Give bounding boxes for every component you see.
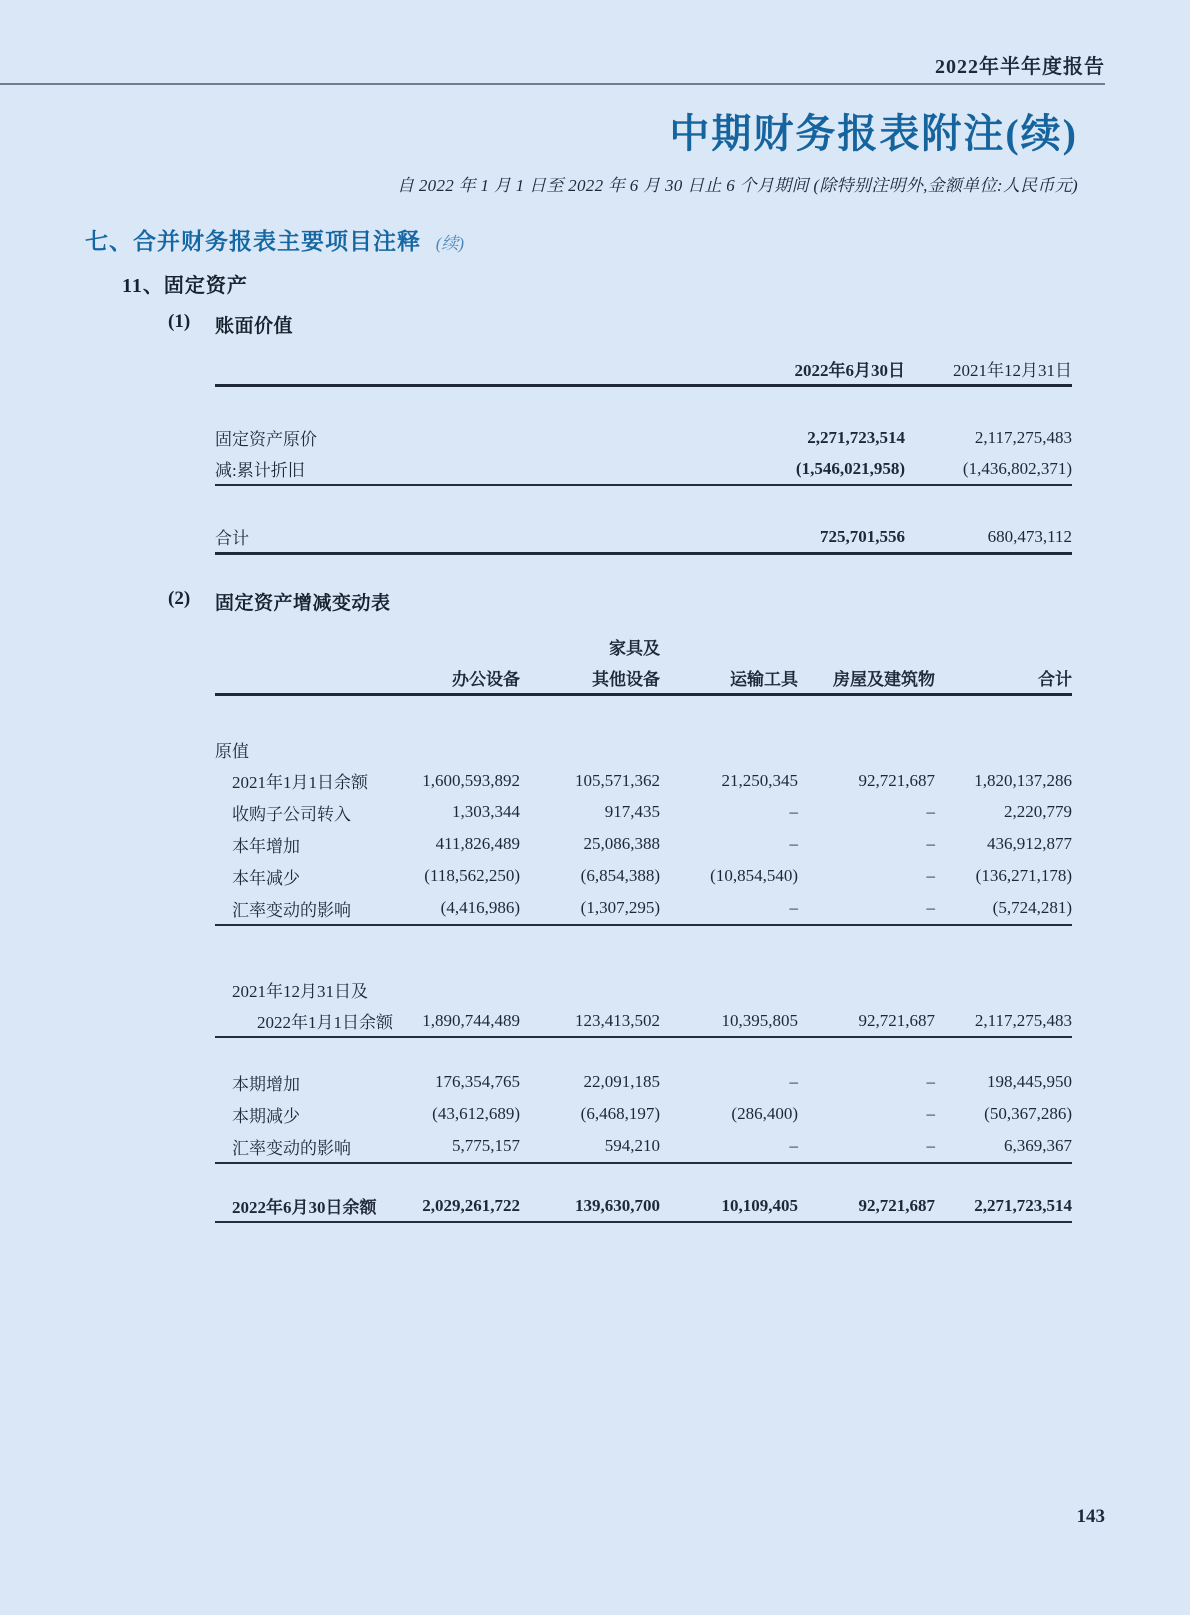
amount-cell: 92,721,687	[858, 1195, 935, 1215]
row-label: 汇率变动的影响	[232, 900, 351, 920]
amount-cell: 139,630,700	[575, 1195, 660, 1215]
table-row	[215, 1098, 1072, 1130]
section-heading	[85, 223, 464, 256]
table-row	[215, 796, 1072, 828]
column-header: 其他设备	[592, 670, 660, 689]
amount-cell: (50,367,286)	[984, 1104, 1072, 1123]
amount-cell: –	[926, 1072, 935, 1091]
movement-table	[215, 630, 1072, 1223]
spacer	[215, 696, 1072, 734]
amount-cell: (1,436,802,371)	[962, 458, 1072, 478]
amount-cell: 436,912,877	[987, 834, 1072, 853]
amount-cell: –	[789, 802, 798, 821]
row-label: 本期增加	[232, 1074, 300, 1094]
amount-cell: (286,400)	[731, 1104, 798, 1123]
column-header: 房屋及建筑物	[833, 670, 935, 689]
amount-cell: 21,250,345	[721, 770, 798, 790]
amount-cell: 10,109,405	[721, 1195, 798, 1215]
amount-cell: 594,210	[604, 1136, 660, 1155]
amount-cell: –	[789, 1136, 798, 1155]
subsection-1-title: 账面价值	[215, 316, 294, 337]
spacer	[215, 387, 1072, 422]
amount-cell: 2,271,723,514	[974, 1195, 1072, 1215]
amount-cell: 2,117,275,483	[974, 1010, 1072, 1030]
row-label: 2021年1月1日余额	[232, 773, 368, 792]
table-row	[215, 453, 1072, 484]
amount-cell: (1,546,021,958)	[795, 458, 905, 478]
row-label: 减:累计折旧	[215, 461, 305, 480]
amount-cell: –	[926, 898, 935, 917]
page-subtitle: 自 2022 年 1 月 1 日至 2022 年 6 月 30 日止 6 个月期间 (除特别注明外,金额单位:人民币元)	[397, 176, 1078, 195]
amount-cell: (118,562,250)	[424, 866, 520, 885]
table-row	[215, 422, 1072, 453]
amount-cell: 411,826,489	[435, 834, 520, 853]
column-group-header: 家具及	[609, 638, 660, 658]
row-label: 2022年6月30日余额	[232, 1198, 377, 1217]
column-header: 办公设备	[452, 670, 520, 689]
amount-cell: (10,854,540)	[710, 866, 798, 885]
amount-cell: –	[926, 802, 935, 821]
table-rule-double	[215, 552, 1072, 555]
amount-cell: 1,303,344	[452, 802, 520, 821]
row-label: 固定资产原价	[215, 430, 317, 449]
amount-cell: 1,820,137,286	[974, 770, 1072, 790]
amount-cell: (6,854,388)	[580, 866, 660, 885]
row-label: 2022年1月1日余额	[257, 1013, 393, 1032]
amount-cell: (4,416,986)	[440, 898, 520, 917]
section-continued-label: (续)	[435, 234, 465, 253]
subsection-1-heading	[168, 311, 293, 338]
amount-cell: 92,721,687	[858, 1010, 935, 1030]
table-rule-thin	[215, 1221, 1072, 1223]
column-header: 合计	[1038, 670, 1072, 689]
total-label: 合计	[215, 529, 249, 548]
spacer	[215, 926, 1072, 974]
spacer	[215, 486, 1072, 521]
page-number: 143	[1076, 1506, 1105, 1527]
amount-cell: 22,091,185	[583, 1072, 660, 1091]
amount-cell: 725,701,556	[820, 526, 905, 546]
amount-cell: 2,220,779	[1004, 802, 1072, 821]
column-header: 运输工具	[730, 670, 798, 689]
amount-cell: –	[926, 834, 935, 853]
section-heading-text: 七、合并财务报表主要项目注释	[85, 229, 421, 254]
table-row	[215, 828, 1072, 860]
header-divider	[0, 83, 1105, 85]
amount-cell: 198,445,950	[987, 1072, 1072, 1091]
amount-cell: 5,775,157	[452, 1136, 520, 1155]
table-row	[215, 1066, 1072, 1098]
amount-cell: 1,600,593,892	[422, 770, 520, 790]
amount-cell: –	[789, 1072, 798, 1091]
amount-cell: 917,435	[604, 802, 660, 821]
column-header-2021: 2021年12月31日	[953, 360, 1072, 380]
table-row	[215, 860, 1072, 892]
row-label: 原值	[215, 742, 249, 761]
table-section-row	[215, 734, 1072, 765]
table-total-row	[215, 1190, 1072, 1221]
amount-cell: 2,029,261,722	[422, 1195, 520, 1215]
amount-cell: 105,571,362	[575, 770, 660, 790]
table-row	[215, 765, 1072, 796]
table-row	[215, 1005, 1072, 1036]
subsection-2-heading	[168, 588, 391, 615]
table-row	[215, 892, 1072, 924]
amount-cell: 6,369,367	[1004, 1136, 1072, 1155]
amount-cell: 92,721,687	[858, 770, 935, 790]
amount-cell: 2,117,275,483	[974, 427, 1072, 447]
table-header-row	[215, 352, 1072, 384]
spacer	[215, 1164, 1072, 1190]
table-header-row	[215, 662, 1072, 693]
amount-cell: 25,086,388	[583, 834, 660, 853]
spacer	[215, 1038, 1072, 1066]
row-label: 汇率变动的影响	[232, 1138, 351, 1158]
amount-cell: 123,413,502	[575, 1010, 660, 1030]
subsection-1-index: (1)	[168, 311, 191, 332]
page-title: 中期财务报表附注(续)	[669, 111, 1078, 156]
table-total-row	[215, 521, 1072, 552]
row-label: 收购子公司转入	[232, 804, 351, 824]
amount-cell: –	[926, 1136, 935, 1155]
table-row	[215, 1130, 1072, 1162]
amount-cell: (5,724,281)	[992, 898, 1072, 917]
column-header-2022: 2022年6月30日	[794, 360, 905, 380]
item-title: 11、固定资产	[122, 275, 248, 297]
amount-cell: –	[926, 866, 935, 885]
report-header: 2022年半年度报告	[935, 56, 1105, 78]
row-label: 本年减少	[232, 868, 300, 888]
amount-cell: (43,612,689)	[432, 1104, 520, 1123]
amount-cell: (1,307,295)	[580, 898, 660, 917]
row-label: 本期减少	[232, 1106, 300, 1126]
amount-cell: –	[926, 1104, 935, 1123]
table-row	[215, 974, 1072, 1005]
subsection-2-title: 固定资产增减变动表	[215, 593, 391, 614]
amount-cell: 176,354,765	[435, 1072, 520, 1091]
row-label: 本年增加	[232, 836, 300, 856]
amount-cell: 680,473,112	[987, 526, 1072, 546]
amount-cell: (136,271,178)	[975, 866, 1072, 885]
amount-cell: 2,271,723,514	[807, 427, 905, 447]
amount-cell: –	[789, 898, 798, 917]
amount-cell: 10,395,805	[721, 1010, 798, 1030]
subsection-2-index: (2)	[168, 588, 191, 609]
amount-cell: (6,468,197)	[580, 1104, 660, 1123]
amount-cell: –	[789, 834, 798, 853]
amount-cell: 1,890,744,489	[422, 1010, 520, 1030]
row-label: 2021年12月31日及	[232, 982, 368, 1001]
table-header-group-row	[215, 630, 1072, 662]
carrying-value-table	[215, 352, 1072, 555]
